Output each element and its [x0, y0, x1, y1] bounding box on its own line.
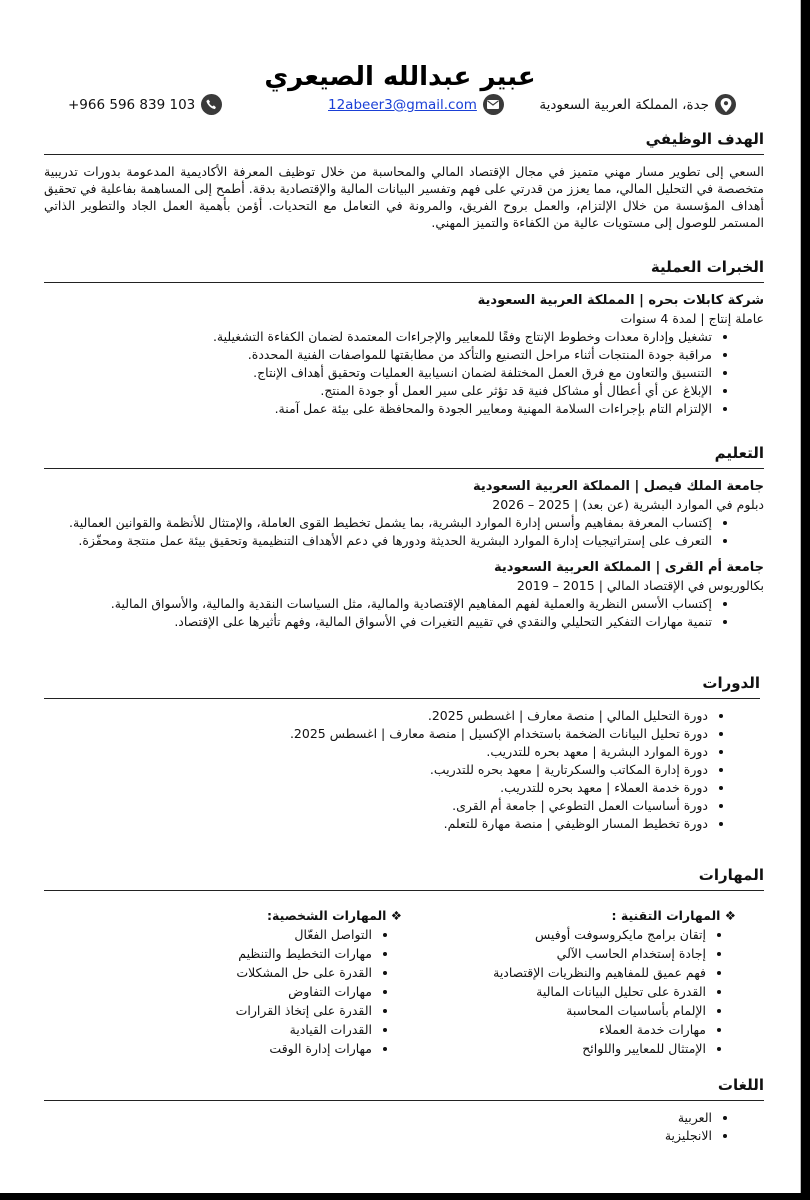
list-item: • القدرة على تحليل البيانات المالية: [436, 982, 706, 1001]
list-item: • التواصل الفعّال: [202, 925, 372, 944]
phone-text: +966 596 839 103: [68, 96, 196, 113]
list-item: • دورة تخطيط المسار الوظيفي | منصة مهارة للتعلم.: [44, 815, 708, 833]
list-item: • إكتساب المعرفة بمفاهيم وأسس إدارة الموارد البشرية، بما يشمل تخطيط القوى العاملة، والإمتثال للأنظمة والقوانين العمالية.: [44, 514, 712, 532]
courses-list: [44, 707, 760, 833]
location-text: جدة، المملكة العربية السعودية: [539, 96, 709, 113]
list-item: • العربية: [44, 1109, 712, 1127]
courses-section: [44, 674, 760, 833]
courses-title: الدورات: [44, 674, 760, 699]
education-list: [44, 595, 764, 631]
languages-section: [44, 1076, 764, 1145]
personal-skills-heading: ❖ المهارات الشخصية:: [267, 908, 402, 923]
list-item: • التعرف على إستراتيجيات إدارة الموارد البشرية الحديثة ودورها في دعم الأهداف التنظيمية وتحقيق بيئة عمل منتجة ومحفّزة.: [44, 532, 712, 550]
list-item: • فهم عميق للمفاهيم والنظريات الإقتصادية: [436, 963, 706, 982]
location-pin-icon: [715, 94, 736, 115]
list-item: • إكتساب الأسس النظرية والعملية لفهم المفاهيم الإقتصادية والمالية، مثل السياسات النقدية والمالية، والأسواق المالية.: [44, 595, 712, 613]
objective-text: السعي إلى تطوير مسار مهني متميز في مجال الإقتصاد المالي والمحاسبة من خلال توظيف المعرفة الأكاديمية المدعومة بدورات تدريبية متخصصة في التحليل المالي، مما يعزز من قدرتي على فهم وتفسير البيانات المالية والإقتصادية بدقة. أطمح إلى المساهمة بفاعلية في تحقيق أهداف المؤسسة من خلال الإلتزام، والعمل بروح الفريق، والمرونة في التعامل مع التحديات. أؤمن بأهمية العمل الجاد والتطوير الذاتي المستمر للوصول إلى مستويات عالية من الكفاءة والتميز المهني.: [44, 164, 764, 230]
skills-title: المهارات: [44, 866, 764, 891]
list-item: • الإلتزام التام بإجراءات السلامة المهنية ومعايير الجودة والمحافظة على بيئة عمل آمنة.: [44, 400, 712, 418]
degree: دبلوم في الموارد البشرية (عن بعد) | 2025 – 2026: [492, 497, 764, 512]
list-item: • تشغيل وإدارة معدات وخطوط الإنتاج وفقًا للمعايير والإجراءات المعتمدة لضمان الكفاءة التشغيلية.: [44, 328, 712, 346]
list-item: • القدرة على حل المشكلات: [202, 963, 372, 982]
list-item: • مهارات إدارة الوقت: [202, 1039, 372, 1058]
skills-section: [44, 866, 764, 891]
list-item: • الإبلاغ عن أي أعطال أو مشاكل فنية قد تؤثر على سير العمل أو جودة المنتج.: [44, 382, 712, 400]
experience-title: الخبرات العملية: [44, 258, 764, 283]
technical-skills-list: [436, 925, 736, 1058]
list-item: • مهارات التفاوض: [202, 982, 372, 1001]
company-name: شركة كابلات بحره | المملكة العربية السعودية: [477, 293, 764, 308]
list-item: • دورة تحليل البيانات الضخمة باستخدام الإكسيل | منصة معارف | اغسطس 2025.: [44, 725, 708, 743]
list-item: • دورة خدمة العملاء | معهد بحره للتدريب.: [44, 779, 708, 797]
list-item: • الإمتثال للمعايير واللوائح: [436, 1039, 706, 1058]
contact-row: [0, 94, 800, 116]
contact-email: [328, 94, 504, 115]
job-role: عاملة إنتاج | لمدة 4 سنوات: [620, 311, 764, 326]
technical-skills: [436, 908, 736, 1058]
list-item: • مراقبة جودة المنتجات أثناء مراحل التصنيع والتأكد من مطابقتها للمواصفات الفنية المحددة.: [44, 346, 712, 364]
list-item: • مهارات التخطيط والتنظيم: [202, 944, 372, 963]
email-link[interactable]: 12abeer3@gmail.com: [328, 96, 477, 113]
list-item: • دورة أساسيات العمل التطوعي | جامعة أم القرى.: [44, 797, 708, 815]
personal-skills: [202, 908, 402, 1058]
languages-list: [44, 1109, 764, 1145]
personal-skills-list: [202, 925, 402, 1058]
list-item: • دورة الموارد البشرية | معهد بحره للتدريب.: [44, 743, 708, 761]
list-item: • الإلمام بأساسيات المحاسبة: [436, 1001, 706, 1020]
contact-location: [539, 94, 736, 115]
objective-section: [44, 130, 764, 231]
list-item: • القدرة على إتخاذ القرارات: [202, 1001, 372, 1020]
list-item: • الانجليزية: [44, 1127, 712, 1145]
school-name: جامعة أم القرى | المملكة العربية السعودية: [494, 560, 764, 575]
list-item: • إجادة إستخدام الحاسب الآلي: [436, 944, 706, 963]
list-item: • القدرات القيادية: [202, 1020, 372, 1039]
experience-section: [44, 258, 764, 418]
list-item: • مهارات خدمة العملاء: [436, 1020, 706, 1039]
envelope-icon: [483, 94, 504, 115]
person-name: عبير عبدالله الصيعري: [264, 62, 536, 92]
list-item: • التنسيق والتعاون مع فرق العمل المختلفة لضمان انسيابية العمليات وتحقيق أهداف الإنتاج.: [44, 364, 712, 382]
degree: بكالوريوس في الإقتصاد المالي | 2015 – 2019: [516, 578, 764, 593]
technical-skills-heading: ❖ المهارات التقنية :: [611, 908, 736, 923]
education-title: التعليم: [44, 444, 764, 469]
school-name: جامعة الملك فيصل | المملكة العربية السعودية: [473, 479, 764, 494]
languages-title: اللغات: [44, 1076, 764, 1101]
education-section: [44, 444, 764, 631]
list-item: • دورة إدارة المكاتب والسكرتارية | معهد بحره للتدريب.: [44, 761, 708, 779]
phone-icon: [201, 94, 222, 115]
contact-phone: [68, 94, 222, 115]
experience-list: [44, 328, 764, 418]
objective-title: الهدف الوظيفي: [44, 130, 764, 155]
list-item: • دورة التحليل المالي | منصة معارف | اغسطس 2025.: [44, 707, 708, 725]
list-item: • تنمية مهارات التفكير التحليلي والنقدي في تقييم التغيرات في الأسواق المالية، وفهم تأثيرها على الإقتصاد.: [44, 613, 712, 631]
education-list: [44, 514, 764, 550]
list-item: • إتقان برامج مايكروسوفت أوفيس: [436, 925, 706, 944]
